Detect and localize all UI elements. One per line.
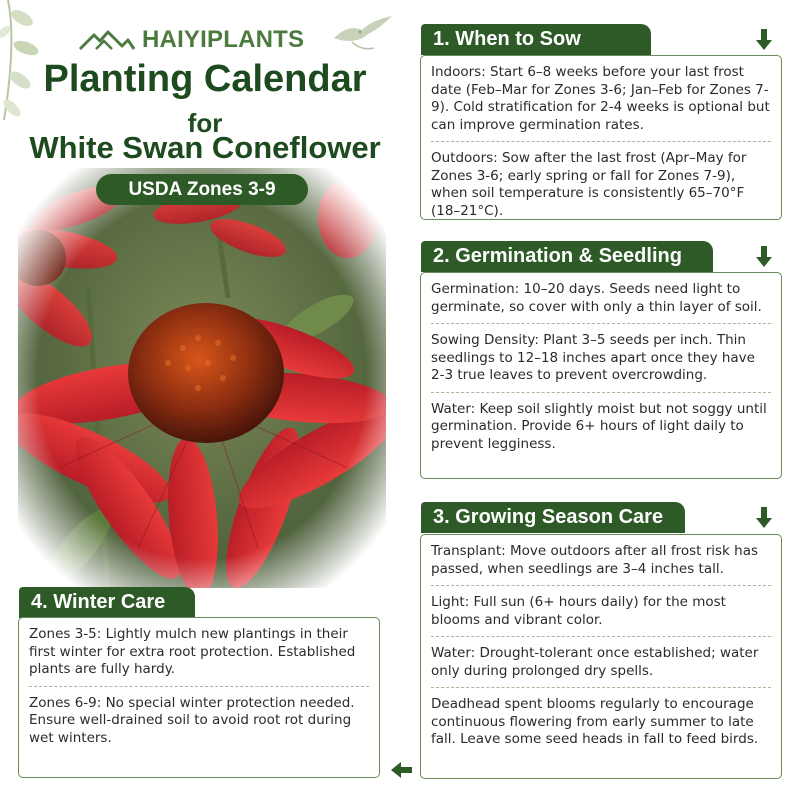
arrow-down-icon: [755, 506, 773, 530]
list-item: Zones 6-9: No special winter protection needed. Ensure well-drained soil to avoid root rot during wet winters.: [29, 686, 369, 755]
card-when-to-sow: [420, 55, 782, 220]
brand: [78, 26, 304, 54]
list-item: Germination: 10–20 days. Seeds need light to germinate, so cover with only a thin layer of soil.: [431, 281, 762, 315]
list-item: Indoors: Start 6–8 weeks before your last frost date (Feb–Mar for Zones 3-6; Jan–Feb for Zones 7-9). Cold stratification for 2-4 weeks is optional but can improve germination rates.: [431, 64, 770, 133]
usda-zones-badge: USDA Zones 3-9: [96, 174, 308, 205]
section-header-when-to-sow: 1. When to Sow: [421, 24, 651, 55]
brand-name: HAIYIPLANTS: [142, 26, 305, 53]
section-header-germination: 2. Germination & Seedling: [421, 241, 713, 272]
arrow-down-icon: [755, 28, 773, 52]
title-for: for: [187, 108, 223, 138]
list-item: Deadhead spent blooms regularly to encourage continuous flowering from early summer to late fall. Leave some seed heads in fall to feed birds.: [431, 687, 771, 756]
card-growing-season: [420, 534, 782, 779]
logo-icon: [78, 29, 136, 51]
section-header-winter-care: 4. Winter Care: [19, 587, 195, 618]
card-germination: [420, 272, 782, 479]
page-title: Planting Calendar: [43, 58, 367, 100]
list-item: Sowing Density: Plant 3–5 seeds per inch. Thin seedlings to 12–18 inches apart once they have 2-3 true leaves to prevent overcrowding.: [431, 323, 771, 392]
card-winter-care: [18, 617, 380, 778]
section-header-growing-season: 3. Growing Season Care: [421, 502, 685, 533]
arrow-down-icon: [755, 245, 773, 269]
bird-decoration-icon: [332, 14, 394, 54]
list-item: Transplant: Move outdoors after all frost risk has passed, when seedlings are 3–4 inches tall.: [431, 543, 759, 577]
arrow-left-icon: [389, 761, 413, 779]
list-item: Outdoors: Sow after the last frost (Apr–May for Zones 3-6; early spring or fall for Zones 7-9), when soil temperature is consistently 65–70°F (18–21°C).: [431, 141, 771, 227]
coneflower-photo: [18, 168, 386, 588]
list-item: Zones 3-5: Lightly mulch new plantings in their first winter for extra root protection. Established plants are fully hardy.: [29, 626, 356, 677]
list-item: Water: Drought-tolerant once established; water only during prolonged dry spells.: [431, 636, 771, 687]
list-item: Water: Keep soil slightly moist but not soggy until germination. Provide 6+ hours of light daily to prevent legginess.: [431, 392, 771, 461]
plant-name: White Swan Coneflower: [29, 130, 381, 165]
list-item: Light: Full sun (6+ hours daily) for the most blooms and vibrant color.: [431, 585, 771, 636]
